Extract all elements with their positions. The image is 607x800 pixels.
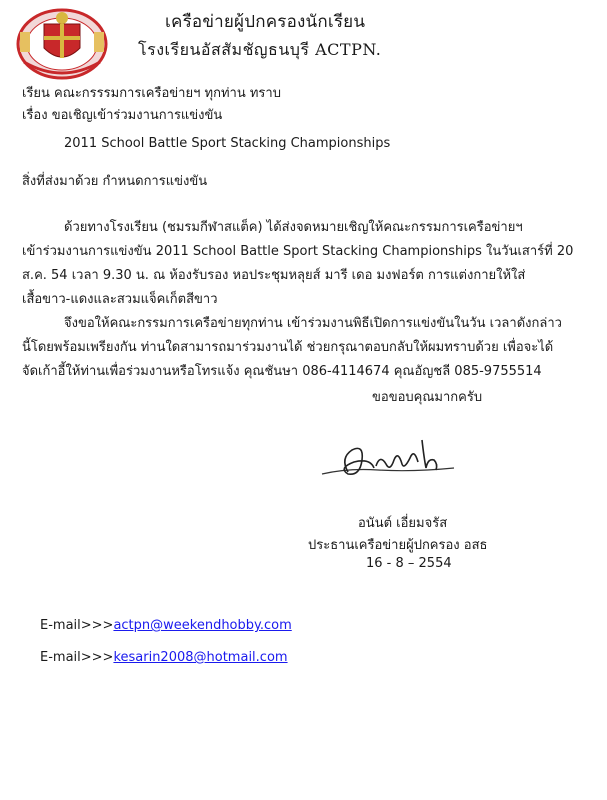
signer-name: อนันต์ เอี่ยมจรัส [358,516,448,531]
letter-recipient: เรียน คณะกรรรมการเครือข่ายฯ ทุกท่าน ทราบ [22,86,281,101]
handwritten-signature [318,428,458,490]
signer-title: ประธานเครือข่ายผู้ปกครอง อสธ [308,538,488,553]
letter-enclosure: สิ่งที่ส่งมาด้วย กำหนดการแข่งขัน [22,174,208,189]
body-line: เสื้อขาว-แดงและสวมแจ็คเก็ตสีขาว [22,292,218,307]
body-line: จึงขอให้คณะกรรมการเครือข่ายทุกท่าน เข้าร่วมงานพิธีเปิดการแข่งขันในวัน เวลาดังกล่าว [64,316,562,331]
letter-subject: เรื่อง ขอเชิญเข้าร่วมงานการแข่งขัน [22,108,223,123]
contact-email-row [40,618,292,633]
school-name-heading: โรงเรียนอัสสัมชัญธนบุรี ACTPN. [138,40,382,59]
school-crest-logo [14,6,110,80]
event-title: 2011 School Battle Sport Stacking Championships [64,136,391,151]
contact-email-row [40,650,288,665]
body-line: ส.ค. 54 เวลา 9.30 น. ณ ห้องรับรอง หอประชุมหลุยส์ มารี เดอ มงฟอร์ต การแต่งกายให้ใส่ [22,268,526,283]
network-name-heading: เครือข่ายผู้ปกครองนักเรียน [165,12,366,32]
closing-text: ขอขอบคุณมากครับ [372,390,483,405]
body-line: ด้วยทางโรงเรียน (ชมรมกีฬาสแต็ค) ได้ส่งจดหมายเชิญให้คณะกรรมการเครือข่ายฯ [64,220,523,235]
email-link[interactable]: actpn@weekendhobby.com [113,618,292,633]
body-line: จัดเก้าอี้ให้ท่านเพื่อร่วมงานหรือโทรแจ้ง คุณชันษา 086-4114674 คุณอัญชลี 085-9755514 [22,364,542,379]
email-prefix: E-mail>>> [40,650,114,665]
email-link[interactable]: kesarin2008@hotmail.com [113,650,288,665]
email-prefix: E-mail>>> [40,618,114,633]
letter-date: 16 - 8 – 2554 [366,556,452,571]
body-line: เข้าร่วมงานการแข่งขัน 2011 School Battle Sport Stacking Championships ในวันเสาร์ที่ 20 [22,244,574,259]
body-line: นี้โดยพร้อมเพรียงกัน ท่านใดสามารถมาร่วมงานได้ ช่วยกรุณาตอบกลับให้ผมทราบด้วย เพื่อจะได้ [22,340,554,355]
